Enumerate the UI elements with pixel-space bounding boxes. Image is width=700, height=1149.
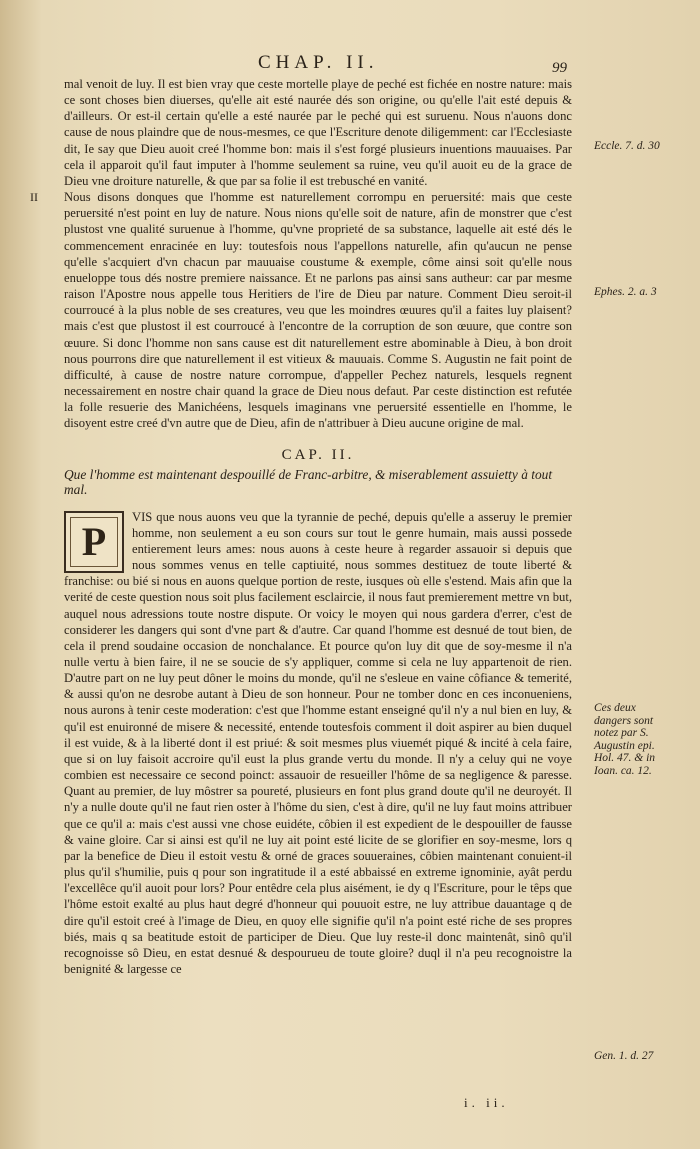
signature-mark: i. ii. [464, 1095, 509, 1110]
margin-note-eccle: Eccle. 7. d. 30 [594, 140, 660, 152]
chapter-heading: CHAP. II. [258, 52, 379, 73]
paragraph-2 [30, 189, 572, 431]
margin-note-gen: Gen. 1. d. 27 [594, 1050, 654, 1062]
paragraph-continuation: mal venoit de luy. Il est bien vray que ceste mortelle playe de peché est fichée en nostre nature: mais ce sont choses bien diuerses, qu'elle ait esté naurée dés son origine, ou qu'elle l'ait esté depuis & d'ailleurs. Or est-il certain qu'elle a esté naurée par le peché qui est suruenu. Nous n'auons donc cause de nous plaindre que de nous-mesmes, ce que l'Escriture denote diligemment: car l'Ecclesiaste dit, Ie say que Dieu auoit creé l'homme bon: mais il s'est forgé plusieurs inuentions mauuaises. Par cela il apparoit qu'il faut imputer à l'homme seulement sa ruine, veu qu'il auoit eu de la grace de Dieu vne droiture naturelle, & que par sa folie il est trebusché en vanité. [64, 77, 572, 188]
chapter-body: VIS que nous auons veu que la tyrannie de peché, depuis qu'elle a asseruy le premier homme, non seulement a eu son cours sur tout le genre humain, mais aussi possede entierement leurs ames: nous auons à ceste heure à regarder assauoir si depuis que nous sommes venus en telle captiuité, nous sommes destituez de toute liberté & franchise: ou bié si nous en auons quelque portion de reste, iusques où elle s'estend. Mais afin que la verité de ceste question nous soit plus facilement esclaircie, il nous faut premierement mettre vn but, auquel nous adressions toute nostre dispute. Or voicy le moyen qui nous gardera d'errer, c'est de considerer les dangers qui sont d'vne part & d'autre. Car quand l'homme est desnué de tout bien, de cela il prend soudaine occasion de nonchalance. Et pource qu'on luy dit que de soy-mesme il n'a nulle vertu à bien faire, il ne se soucie de s'y appliquer, comme si cela ne luy appartenoit de rien. D'autre part on ne luy peut dôner le moins du monde, qu'il ne s'esleue en vaine côfiance & temerité, & aussi qu'on ne desrobe autant à Dieu de son honneur. Pour ne tomber donc en ces inconueniens, nous aurons à tenir ceste moderation: c'est que l'homme estant enseigné qu'il n'y a nul bien en luy, & qu'il est enuironné de misere & necessité, entende toutesfois comment il doit aspirer au bien duquel il est vuide, & à la liberté dont il est priué: & soit mesmes plus viuemét piqué & incité à cela faire, que si on luy faisoit accroire qu'il eust la plus grande vertu du monde. Il n'y a celuy qui ne voye combien est necessaire ce second poinct: assauoir de resueiller l'hôme de sa negligence & paresse. Quant au premier, de luy môstrer sa poureté, plusieurs en font plus grand doute qu'il ne deuroyét. Il n'y a nulle doute qu'il ne faut rien oster à l'hôme du sien, c'est à dire, qu'il ne luy faut moins attribuer que ce qu'il a: mais c'est aussi vne chose euidéte, côbien il est expedient de le despouiller de fausse & vaine gloire. Car si ainsi est qu'il ne luy ait point esté licite de se glorifier en soy-mesme, lors q par la benefice de Dieu il estoit vestu & orné de graces souueraines, côbien maintenant conuient-il plus qu'il s'humilie, puis q pour son ingratitude il a esté abbaissé en extreme ignominie, ayât perdu l'excellêce qu'il auoit pour lors? Pour entêdre cela plus aisément, ie dy q l'Escriture, pour le têps que l'hôme estoit exalté au plus haut degré d'honneur qui pouuoit estre, ne luy attribue dauantage q de dire qu'il estoit creé à l'image de Dieu, en quoy elle signifie qu'il n'a point esté riche de ses propres biés, mais q sa beatitude estoit de participer de Dieu. Que luy reste-il donc maintenât, sinô qu'il recognoisse sô Dieu, en estat desnué & despourueu de toute gloire? duql il n'a peu recognoistre la benignité & largesse ce [64, 509, 572, 976]
chapter-title: CAP. II. [281, 447, 355, 464]
paragraph-2-text: Nous disons donques que l'homme est naturellement corrompu en peruersité: mais que ceste peruersité n'est point en luy de nature. Nous nions qu'elle soit de nature, afin de monstrer que c'est plustost vne qualité suruenue à l'homme, qu'vne proprieté de sa substance, laquelle ait esté dés le commencement enracinée en luy: toutesfois nous l'appellons naturelle, afin qu'aucun ne pense qu'elle s'acquiert d'vn chacun par mauuaise coustume & exemple, côme ainsi soit qu'elle nous enueloppe tous dés nostre premiere naissance. Et ne parlons pas ainsi sans autheur: car par mesme raison l'Apostre nous appelle tous Heritiers de l'ire de Dieu par nature. Comment Dieu seroit-il courroucé à la plus noble de ses creatures, veu que les moindres œuures qu'il a faites luy plaisent? mais c'est que plustost il est courroucé à l'encontre de la corruption de son œuure, que contre son œuure. Si donc l'homme non sans cause est dit naturellement estre abominable à Dieu, à bon droit nous pourrons dire que naturellement il est vitieux & mauuais. Comme S. Augustin ne fait point de difficulté, à cause de nostre nature corrompue, d'appeller Pechez naturels, lesquels regnent necessairement en nostre chair quand la grace de Dieu nous defaut. Par ceste distinction est refutée la folle resuerie des Manichéens, lesquels imaginans vne peruersité essentielle en l'homme, le disoyent estre creé d'vn autre que de Dieu, afin de n'attribuer à Dieu aucune origine de mal. [64, 190, 572, 431]
paragraph-number: II [30, 190, 38, 205]
chapter-summary: Que l'homme est maintenant despouillé de Franc-arbitre, & miserablement assuietty à tout mal. [64, 466, 553, 497]
folio-number: 99 [552, 60, 567, 76]
main-text [30, 76, 572, 977]
margin-note-ephes: Ephes. 2. a. 3 [594, 286, 657, 298]
margin-note-dangers: Ces deux dangers sont notez par S. Augustin epi. Hol. 47. & in Ioan. ca. 12. [594, 702, 656, 777]
ornamental-initial: P [64, 511, 124, 573]
